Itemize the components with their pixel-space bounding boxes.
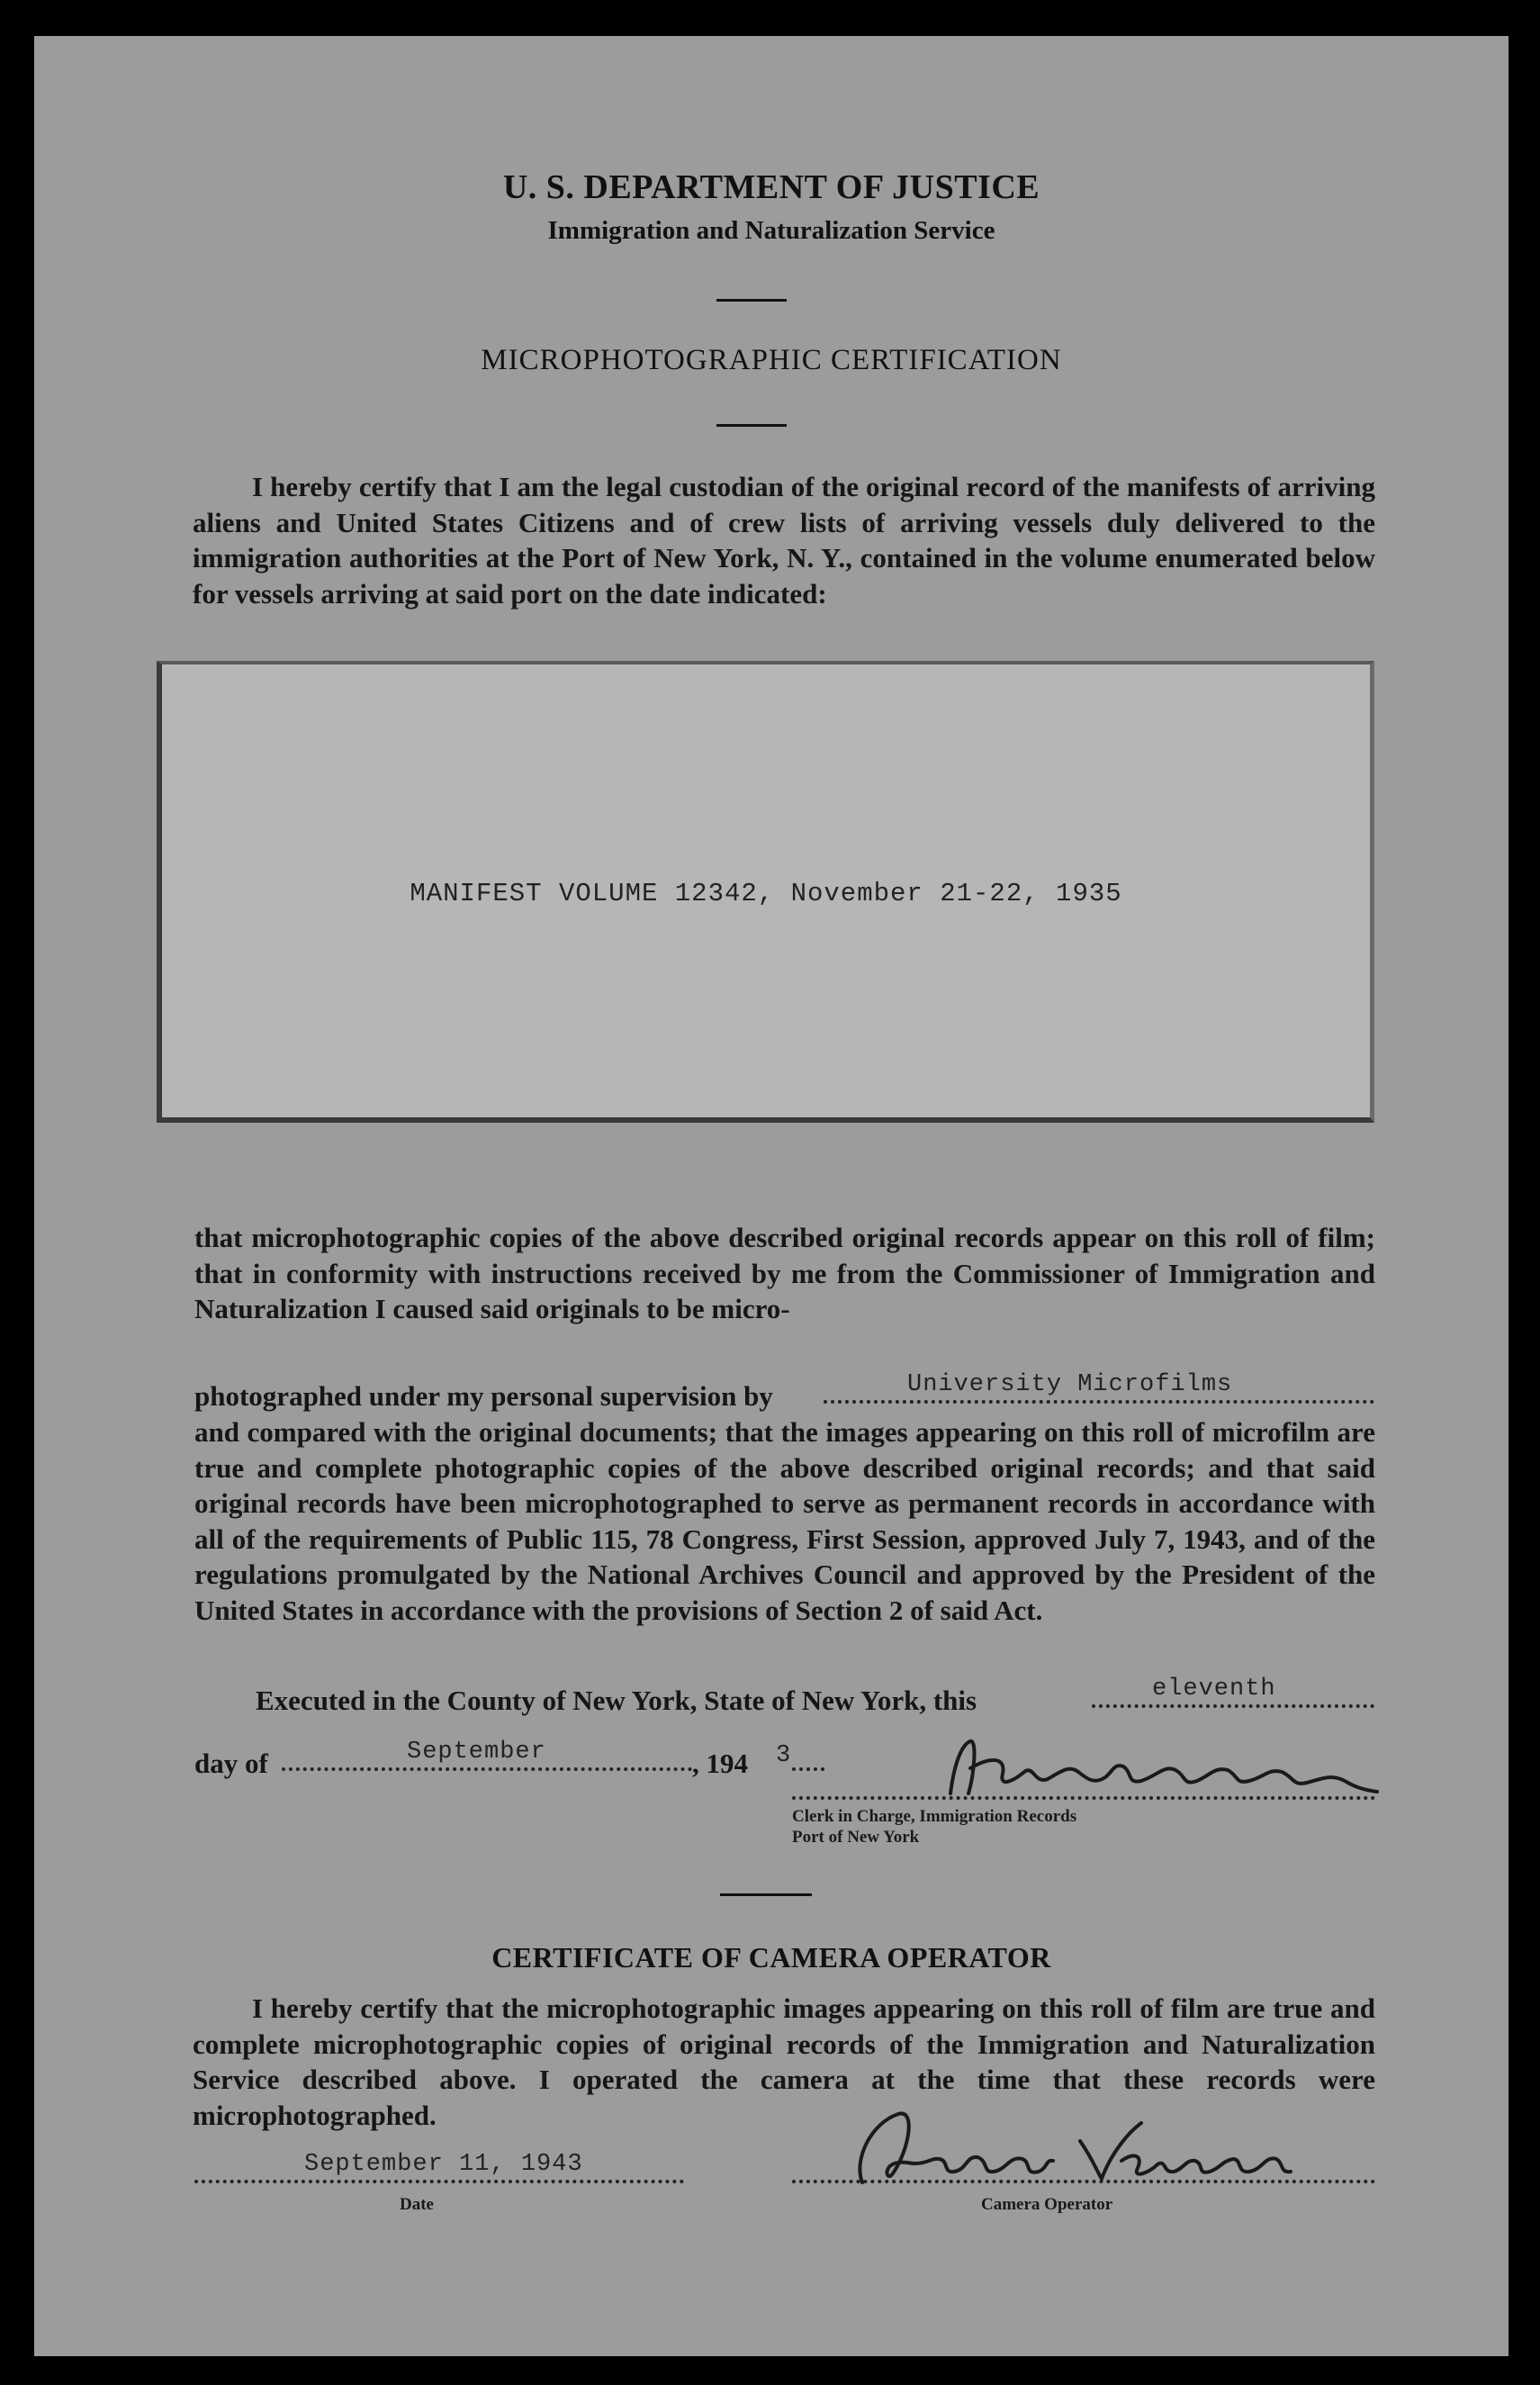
certification-title: MICROPHOTOGRAPHIC CERTIFICATION xyxy=(481,344,1062,376)
divider xyxy=(720,1893,812,1896)
operator-signature xyxy=(826,2096,1312,2195)
document-page xyxy=(34,36,1508,2356)
service-subheading: Immigration and Naturalization Service xyxy=(547,216,995,245)
day-of-label: day of xyxy=(194,1748,268,1779)
date-dotline xyxy=(194,2180,684,2183)
clerk-title: Clerk in Charge, Immigration Records xyxy=(792,1807,1077,1826)
month-value: September xyxy=(407,1739,546,1766)
body-pre-paragraph: that microphotographic copies of the above described original records appear on this roll of film; that in conformity with instructions received by me from the Commissioner of Immigration and Naturalization I caused said originals to be micro- xyxy=(194,1222,1375,1324)
date-label: Date xyxy=(400,2195,434,2214)
agency-heading: U. S. DEPARTMENT OF JUSTICE xyxy=(502,168,1040,206)
volume-inset xyxy=(157,661,1374,1123)
supervision-value: University Microfilms xyxy=(907,1371,1233,1398)
divider xyxy=(716,424,787,427)
volume-text: MANIFEST VOLUME 12342, November 21-22, 1935 xyxy=(410,879,1122,908)
year-prefix: , 194 xyxy=(692,1748,748,1779)
supervision-dotline xyxy=(824,1400,1374,1404)
day-dotline xyxy=(1092,1704,1374,1708)
year-dotline xyxy=(792,1767,824,1771)
year-digit: 3 xyxy=(776,1742,792,1769)
day-value: eleventh xyxy=(1152,1676,1276,1703)
intro-paragraph: I hereby certify that I am the legal custodian of the original record of the manifests of arriving aliens and United States Citizens and of crew lists of arriving vessels duly delivered to the immigration authorities at the Port of New York, N. Y., contained in the volume enumerated below for vessels arriving at said port on the date indicated: xyxy=(193,471,1375,610)
clerk-place: Port of New York xyxy=(792,1828,920,1847)
body-post-paragraph: and compared with the original documents; that the images appearing on this roll of microfilm are true and complete photographic copies of the above described original records; and that said original records have been microphotographed to serve as permanent records in accordance with all of the requirements of Public 115, 78 Congress, First Session, approved July 7, 1943, and of the regulations promulgated by the National Archives Council and approved by the President of the United States in accordance with the provisions of Section 2 of said Act. xyxy=(194,1416,1375,1626)
divider xyxy=(716,299,787,302)
operator-heading: CERTIFICATE OF CAMERA OPERATOR xyxy=(491,1941,1051,1974)
supervision-label: photographed under my personal supervision by xyxy=(194,1380,773,1412)
executed-label: Executed in the County of New York, State of New York, this xyxy=(256,1685,977,1716)
month-dotline xyxy=(282,1767,692,1771)
date-value: September 11, 1943 xyxy=(304,2151,583,2178)
operator-paragraph: I hereby certify that the microphotographic images appearing on this roll of film are true and complete microphotographic copies of original records of the Immigration and Naturalization Service described above. I operated the camera at the time that these records were microphotographed. xyxy=(193,1992,1375,2131)
clerk-signature xyxy=(934,1729,1384,1810)
camera-operator-label: Camera Operator xyxy=(981,2195,1113,2214)
